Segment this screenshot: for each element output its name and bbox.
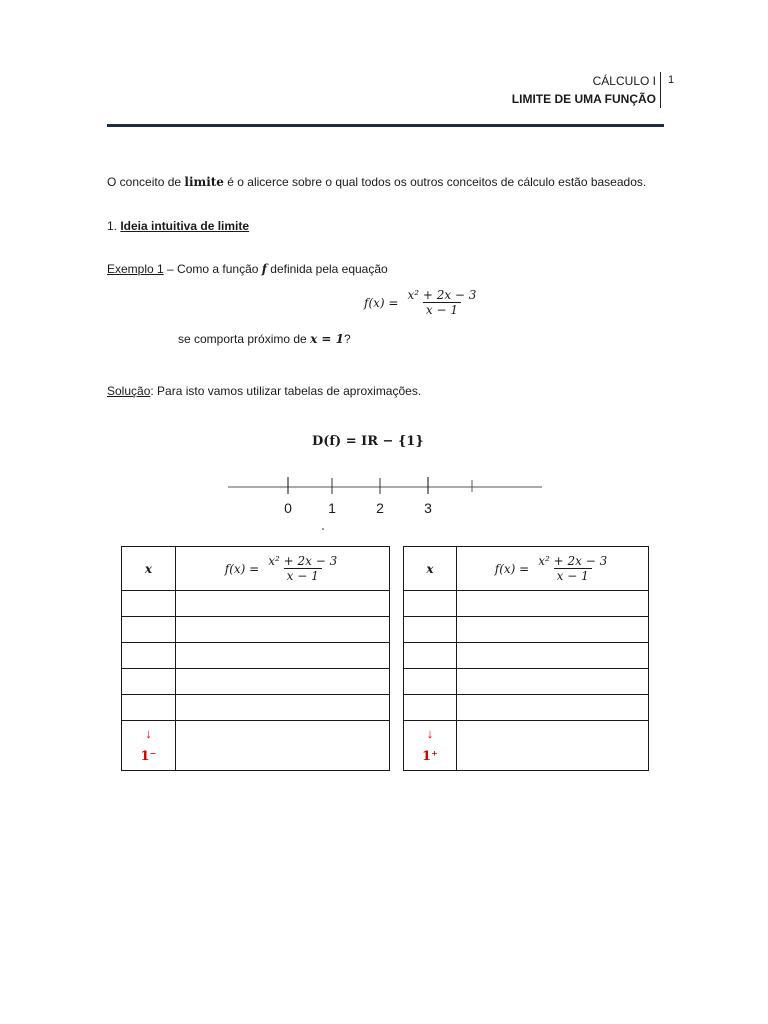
solution-label: Solução — [107, 384, 151, 398]
number-line-label: 0 — [284, 500, 292, 516]
table-row-limit — [404, 721, 649, 771]
number-line-label: 1 — [328, 500, 336, 516]
down-arrow-icon: ↓ — [145, 726, 152, 741]
table-row — [122, 643, 390, 669]
main-equation — [364, 288, 479, 317]
section-title: Ideia intuitiva de limite — [120, 219, 250, 233]
example-label: Exemplo 1 — [107, 262, 164, 276]
table-header-fx: f(x) = $\frac{\text{x² + 2x − 3}}{x - 1}$ — [457, 547, 649, 591]
example-text1: – Como a função — [163, 262, 262, 276]
table-header-x: x — [404, 547, 457, 591]
equation-denominator: x − 1 — [423, 302, 461, 317]
intro-before: O conceito de — [107, 175, 185, 189]
table-row — [404, 591, 649, 617]
question-line — [178, 331, 351, 347]
example-line — [107, 261, 388, 277]
limit-label-right: 1⁺ — [422, 749, 438, 764]
table-header-x: x — [122, 547, 176, 591]
section-heading — [107, 218, 249, 234]
table-row — [122, 591, 390, 617]
limit-cell-left — [122, 721, 176, 771]
example-text2: definida pela equação — [266, 262, 388, 276]
table-row-limit — [122, 721, 390, 771]
table-row — [404, 643, 649, 669]
question-text: se comporta próximo de — [178, 332, 311, 346]
page-number: 1 — [668, 74, 675, 86]
equation-fraction — [404, 288, 479, 317]
header-course: CÁLCULO I — [592, 74, 656, 88]
limit-label-left: 1⁻ — [140, 749, 157, 764]
question-end: ? — [343, 332, 351, 346]
table-row — [404, 617, 649, 643]
table-header-fx: f(x) = $\frac{\text{x² + 2x − 3}}{x - 1}$ — [176, 547, 390, 591]
approximation-table-left — [121, 546, 390, 771]
stray-dot — [322, 528, 324, 530]
intro-after: é o alicerce sobre o qual todos os outros conceitos de cálculo estão baseados. — [223, 175, 647, 189]
table-row — [404, 695, 649, 721]
solution-text: : Para isto vamos utilizar tabelas de aproximações. — [150, 384, 422, 398]
table-row — [404, 669, 649, 695]
table-row — [122, 695, 390, 721]
number-line-label: 2 — [376, 500, 384, 516]
example-func-symbol: f — [261, 262, 267, 276]
equation-lhs: f(x) = — [364, 295, 399, 310]
header-rule — [107, 124, 664, 127]
limit-cell-right — [404, 721, 457, 771]
down-arrow-icon: ↓ — [426, 726, 434, 741]
solution-line — [107, 383, 421, 399]
domain-expression: D(f) = IR − {1} — [312, 434, 424, 449]
table-row — [122, 669, 390, 695]
number-line-label: 3 — [424, 500, 432, 516]
equation-numerator: x² + 2x − 3 — [407, 288, 477, 302]
intro-keyword: limite — [184, 175, 224, 189]
header-topic: LIMITE DE UMA FUNÇÃO — [511, 92, 656, 106]
approximation-table-right — [403, 546, 649, 771]
header-divider — [660, 72, 661, 108]
number-line — [220, 472, 550, 522]
table-row — [122, 617, 390, 643]
question-point: x = 1 — [310, 332, 344, 346]
intro-paragraph — [107, 174, 646, 190]
section-number: 1. — [107, 219, 121, 233]
